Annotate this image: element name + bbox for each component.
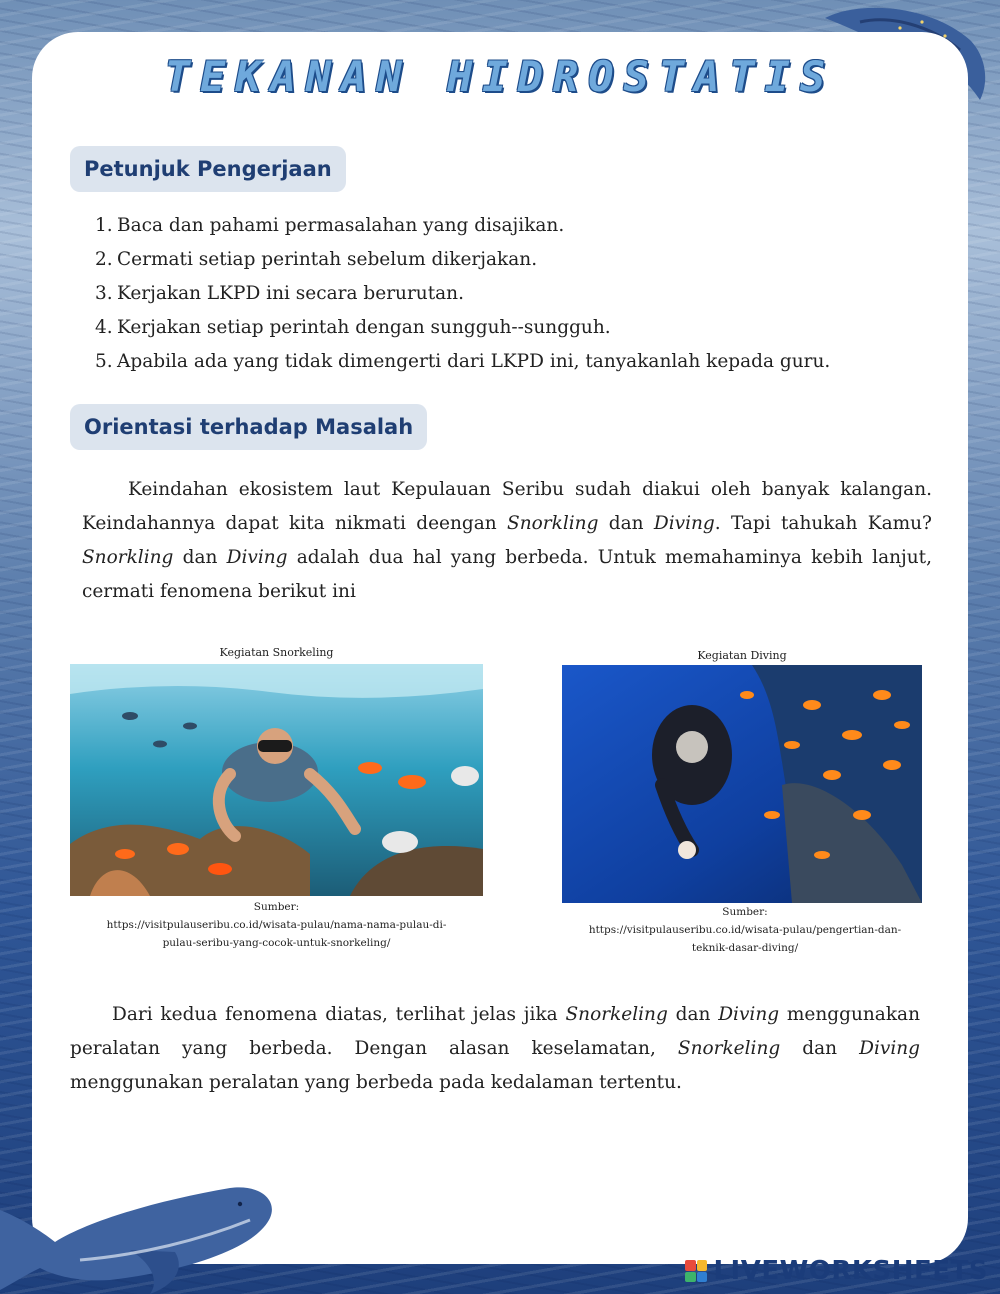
snorkeling-source: Sumber: https://visitpulauseribu.co.id/wisata-pulau/nama-nama-pulau-di-pulau-seribu-yang-cocok-untuk-snorkeling/	[106, 901, 447, 949]
snorkeling-caption: Kegiatan Snorkeling	[219, 646, 334, 659]
list-item: 1. Baca dan pahami permasalahan yang disajikan.	[95, 215, 565, 236]
brand-name: LIVEWORKSHEETS	[713, 1256, 988, 1286]
list-item: 4. Kerjakan setiap perintah dengan sungguh--sungguh.	[95, 317, 611, 338]
whale-illustration-bottom	[0, 1180, 290, 1294]
diving-photo	[562, 665, 922, 903]
instructions-list	[95, 212, 830, 382]
diving-caption: Kegiatan Diving	[697, 649, 787, 662]
page-title: TEKANAN HIDROSTATIS	[164, 52, 836, 101]
orientation-paragraph: Keindahan ekosistem laut Kepulauan Seribu sudah diakui oleh banyak kalangan. Keindahannya dapat kita nikmati deengan Snorkling dan Diving. Tapi tahukah Kamu? Snorkling dan Diving adalah dua hal yang berbeda. Untuk memahaminya kebih lanjut, cermati fenomena berikut ini	[82, 479, 932, 602]
list-item: 3. Kerjakan LKPD ini secara berurutan.	[95, 283, 464, 304]
list-item: 5. Apabila ada yang tidak dimengerti dari LKPD ini, tanyakanlah kepada guru.	[95, 351, 831, 372]
conclusion-paragraph: Dari kedua fenomena diatas, terlihat jelas jika Snorkeling dan Diving menggunakan peralatan yang berbeda. Dengan alasan keselamatan, Snorkeling dan Diving menggunakan peralatan yang berbeda pada kedalaman tertentu.	[70, 1004, 920, 1093]
snorkeling-photo	[70, 664, 483, 896]
liveworksheets-icon	[685, 1260, 707, 1282]
list-item: 2. Cermati setiap perintah sebelum dikerjakan.	[95, 249, 538, 270]
diving-source: Sumber: https://visitpulauseribu.co.id/wisata-pulau/pengertian-dan-teknik-dasar-diving/	[588, 906, 902, 954]
orientation-heading: Orientasi terhadap Masalah	[70, 404, 427, 450]
instructions-heading: Petunjuk Pengerjaan	[70, 146, 346, 192]
liveworksheets-logo	[685, 1256, 988, 1286]
